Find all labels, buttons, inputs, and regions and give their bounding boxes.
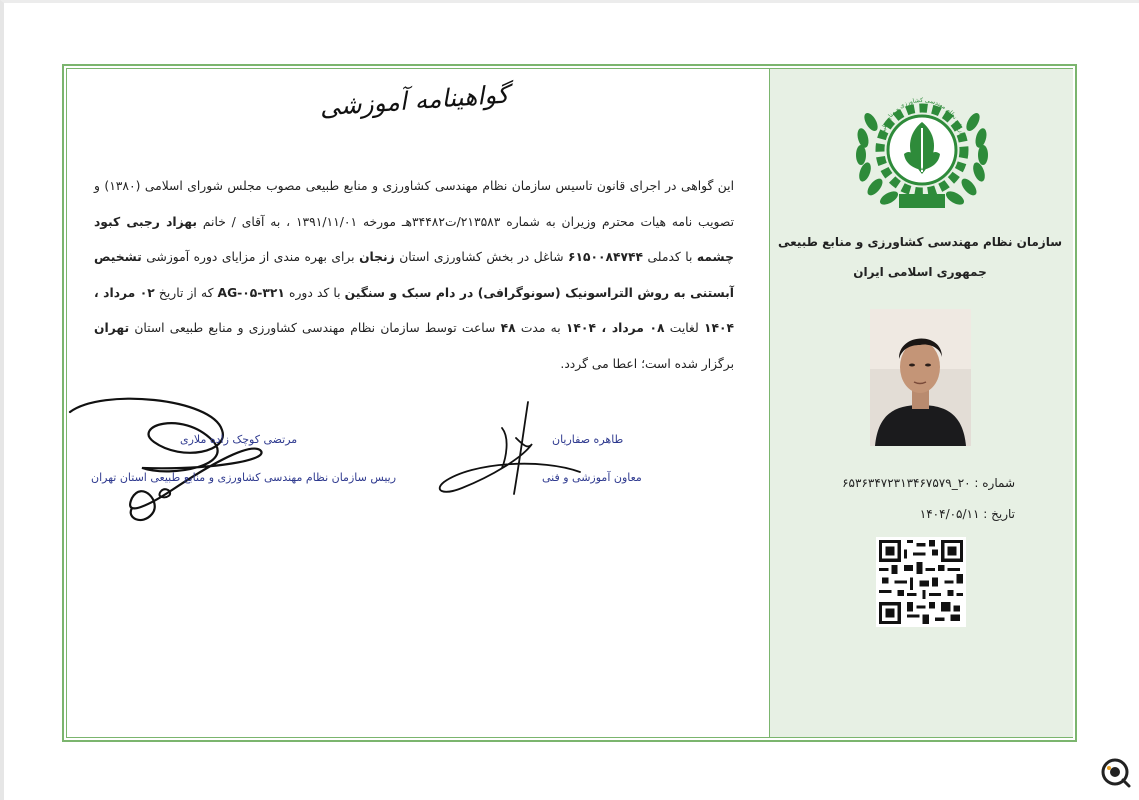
certificate-date [780,507,1015,521]
intro-text: این گواهی در اجرای قانون تاسیس سازمان نظام مهندسی کشاورزی و منابع طبیعی مصوب مجلس شورای اسلامی (۱۳۸۰) و تصویب نامه هیات محترم وزیران به شماره ۲۱۳۵۸۳/ت۳۴۴۸۲هـ مورخه ۱۳۹۱/۱۱/۰۱ ، به آقای / خانم [94,179,734,229]
certificate-number [780,476,1015,490]
country-name: جمهوری اسلامی ایران [853,265,987,279]
course-code: AG-۰۵-۳۲۱ [217,285,285,300]
right-signatory-role: معاون آموزشی و فنی [542,471,642,484]
left-signature [62,390,282,530]
date-value: ۱۴۰۴/۰۵/۱۱ [919,507,980,521]
certificate-body [94,169,734,383]
corner-logo-icon [1097,756,1133,792]
emblem-text: سازمان نظام مهندسی کشاورزی و منابع طبیعی [878,96,966,140]
duration-suffix: ساعت توسط سازمان نظام مهندسی کشاورزی و منابع طبیعی استان [134,321,496,336]
national-code-label: با کدملی [647,250,693,265]
duration-label: به مدت [520,321,561,336]
left-signatory-role: رییس سازمان نظام مهندسی کشاورزی و منابع طبیعی استان تهران [91,471,397,484]
holder-name: بهزاد رجبی کبود چشمه [94,214,734,265]
organization-name: سازمان نظام مهندسی کشاورزی و منابع طبیعی [777,235,1063,249]
certificate-title: گواهینامه آموزشی [318,79,510,122]
from-label: که از تاریخ [158,285,214,300]
right-signature [432,398,582,502]
holder-photo [870,309,971,446]
date-to: ۰۸ مرداد ، ۱۴۰۴ [565,321,665,336]
course-name: تشخیص آبستنی به روش التراسونیک (سونوگرافی) در دام سبک و سنگین [94,250,734,300]
city: تهران [94,321,130,336]
closing-text: برگزار شده است؛ اعطا می گردد. [560,356,734,371]
national-code: ۶۱۵۰۰۸۴۷۴۴ [568,250,644,265]
to-label: لغایت [669,321,699,336]
organization-emblem [849,82,995,218]
course-code-label: با کد دوره [289,285,341,300]
duration: ۴۸ [500,321,516,336]
course-intro: برای بهره مندی از مزایای دوره آموزشی [146,250,355,265]
qr-code[interactable] [876,537,966,627]
date-from: ۰۲ مرداد ، ۱۴۰۴ [94,285,734,336]
left-signatory-name: مرتضی کوچک زاده ملاری [180,433,298,446]
number-label: شماره : [974,476,1015,490]
province: زنجان [359,250,395,265]
number-value: ۲۰_۶۵۳۶۳۴۷۲۳۱۳۴۶۷۵۷۹ [842,476,971,490]
right-signatory-name: طاهره صفاریان [552,433,624,446]
sector-label: شاغل در بخش کشاورزی استان [399,250,564,265]
date-label: تاریخ : [983,507,1015,521]
